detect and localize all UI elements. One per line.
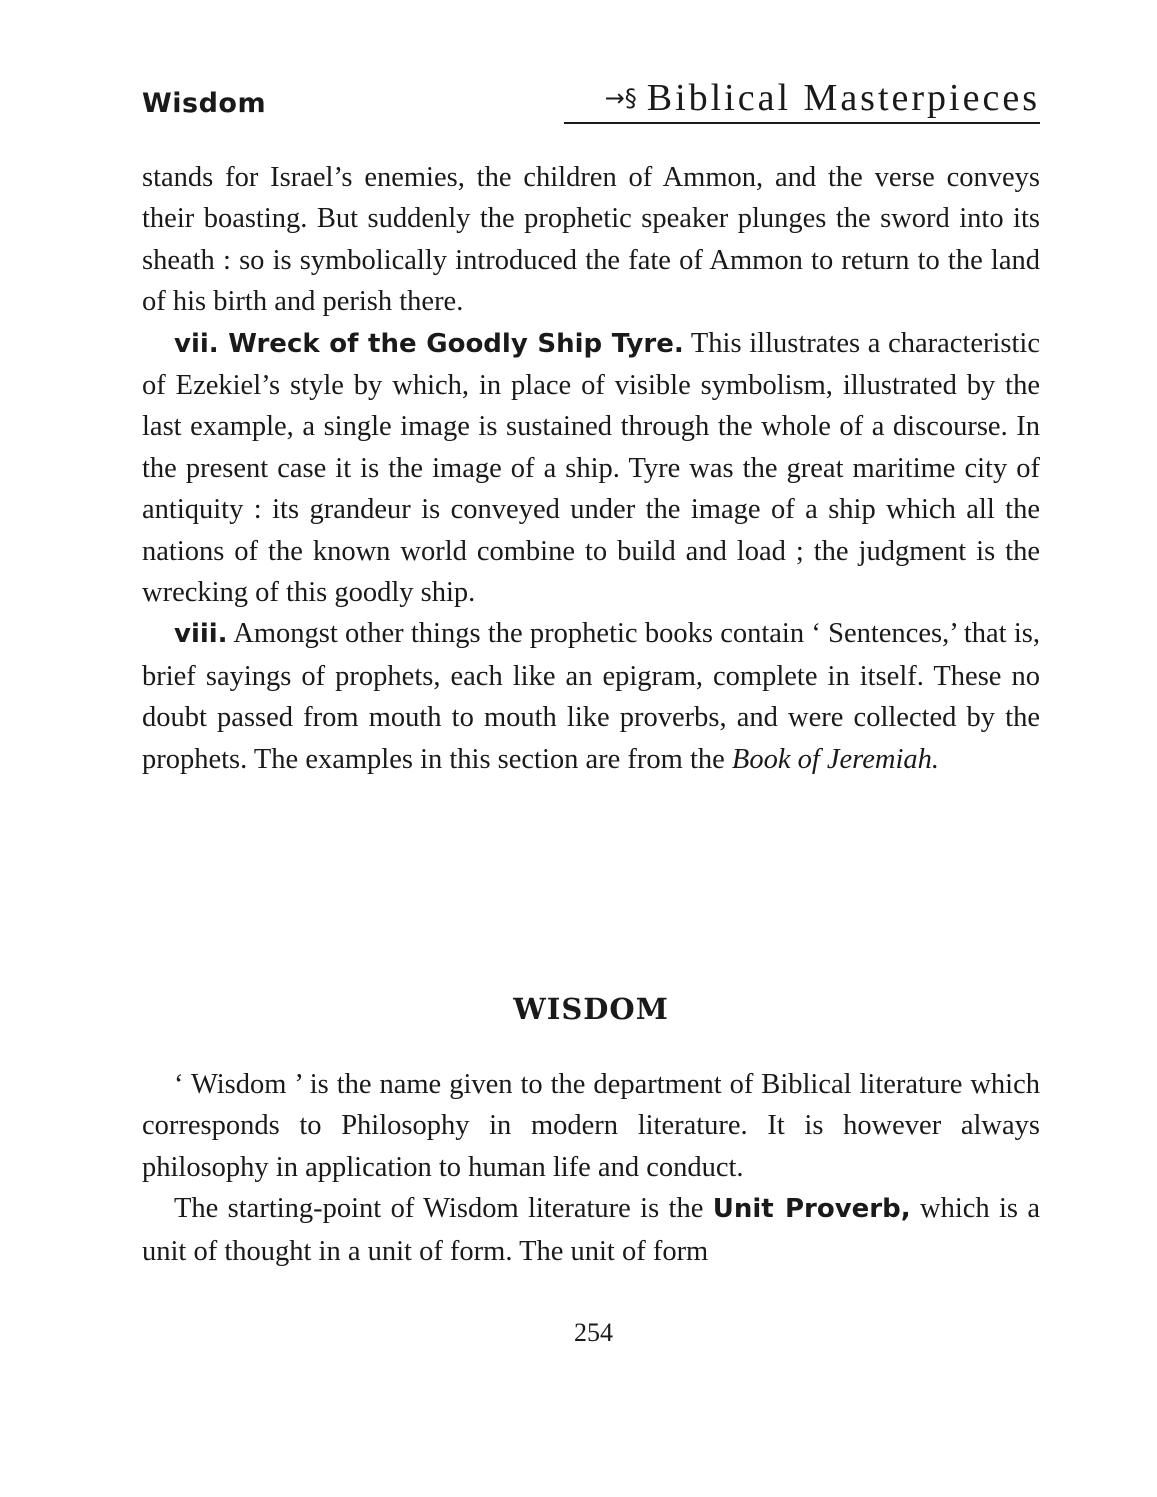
book-reference: Book of Jeremiah. bbox=[731, 743, 939, 775]
page-number: 254 bbox=[574, 1318, 613, 1347]
paragraph-vii-text: This illustrates a characteristic of Ezekiel’s style by which, in place of visible symbolism, illustrated by the last example, a single image is sustained through the whole of a discourse. In the present case it is the image of a ship. Tyre was the great maritime city of antiquity : its grandeur is conveyed under the image of a ship which all the nations of the known world combine to build and load ; the judgment is the wrecking of this goodly ship. bbox=[142, 327, 1040, 609]
body-text-wisdom bbox=[142, 1064, 1040, 1272]
section-running-title: Wisdom bbox=[142, 88, 267, 119]
paragraph-unit-proverb-start: The starting-point of Wisdom literature is the bbox=[174, 1193, 713, 1225]
pointing-ornament-icon: →§ bbox=[604, 84, 637, 112]
book-running-title bbox=[564, 76, 1040, 124]
paragraph-unit-proverb-end: which is a unit of thought in a unit of form. The unit of form bbox=[142, 1193, 1041, 1267]
body-text bbox=[142, 157, 1040, 780]
paragraph-viii bbox=[142, 613, 1040, 780]
unit-proverb-term: Unit Proverb, bbox=[712, 1194, 911, 1225]
paragraph-lead-vii: vii. Wreck of the Goodly Ship Tyre. bbox=[174, 328, 684, 359]
paragraph-continuation: stands for Israel’s enemies, the children of Ammon, and the verse conveys their boasting. But suddenly the prophetic speaker plunges the sword into its sheath : so is symbolically introduced the fate of Ammon to return to the land of his birth and perish there. bbox=[142, 162, 1040, 318]
book-title: Biblical Masterpieces bbox=[646, 77, 1040, 119]
paragraph-wisdom-definition: ‘ Wisdom ’ is the name given to the department of Biblical literature which corresponds to Philosophy in modern literature. It is however always philosophy in application to human life and conduct. bbox=[142, 1069, 1040, 1183]
section-heading: WISDOM bbox=[513, 992, 669, 1026]
running-head bbox=[142, 76, 1040, 128]
paragraph-viii-text: Amongst other things the prophetic books contain ‘ Sentences,’ that is, brief sayings of prophets, each like an epigram, complete in itself. These no doubt passed from mouth to mouth like proverbs, and were collected by the prophets. The examples in this section are from the bbox=[142, 618, 1040, 775]
paragraph-lead-viii: viii. bbox=[174, 619, 228, 650]
paragraph-vii bbox=[142, 323, 1040, 614]
paragraph-unit-proverb bbox=[142, 1188, 1040, 1272]
